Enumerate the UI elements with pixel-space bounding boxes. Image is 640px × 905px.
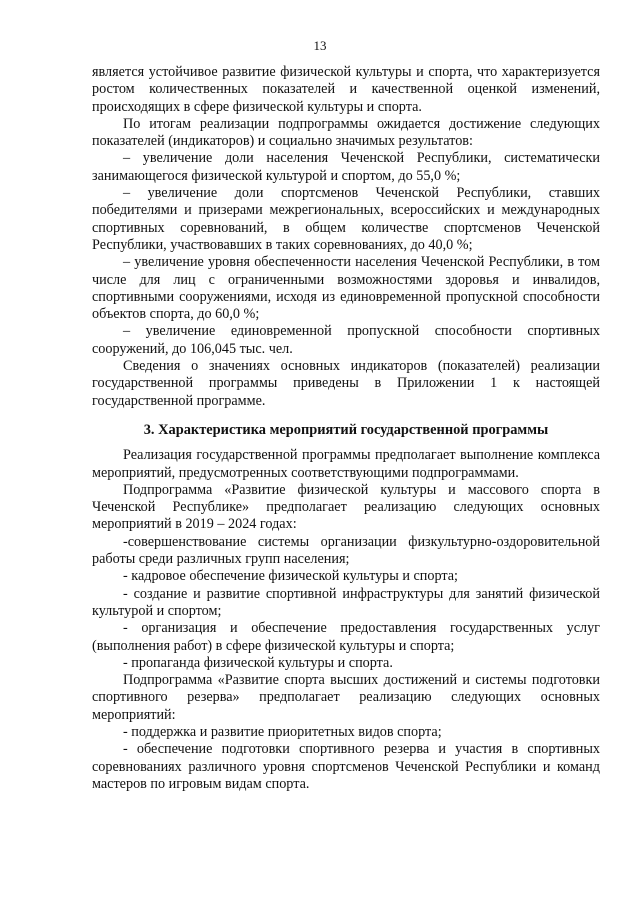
- list-item: -совершенствование системы организации физкультурно-оздоровительной работы среди различных групп населения;: [92, 533, 600, 568]
- list-item: – увеличение доли населения Чеченской Республики, систематически занимающегося физической культурой и спортом, до 55,0 %;: [92, 150, 600, 184]
- paragraph: Реализация государственной программы предполагает выполнение комплекса мероприятий, предусмотренных соответствующими подпрограммами.: [92, 447, 600, 481]
- list-item: - поддержка и развитие приоритетных видов спорта;: [123, 723, 442, 740]
- document-body: [92, 64, 600, 793]
- list-item: - организация и обеспечение предоставления государственных услуг (выполнения работ) в сфере физической культуры и спорта;: [92, 620, 600, 654]
- list-item: - обеспечение подготовки спортивного резерва и участия в спортивных соревнованиях различного уровня спортсменов Чеченской Республики и команд мастеров по игровым видам спорта.: [92, 741, 600, 792]
- list-item: - создание и развитие спортивной инфраструктуры для занятий физической культурой и спортом;: [92, 585, 600, 619]
- list-item: – увеличение единовременной пропускной способности спортивных сооружений, до 106,045 тыс. чел.: [92, 323, 600, 357]
- paragraph: По итогам реализации подпрограммы ожидается достижение следующих показателей (индикаторов) и социально значимых результатов:: [92, 115, 600, 150]
- paragraph: Подпрограмма «Развитие физической культуры и массового спорта в Чеченской Республике» предполагает реализацию следующих основных мероприятий в 2019 – 2024 годах:: [92, 481, 600, 533]
- paragraph: Подпрограмма «Развитие спорта высших достижений и системы подготовки спортивного резерва» предполагает реализацию следующих основных мероприятий:: [92, 672, 600, 723]
- list-item: - кадровое обеспечение физической культуры и спорта;: [123, 568, 458, 585]
- list-item: – увеличение доли спортсменов Чеченской Республики, ставших победителями и призерами межрегиональных, всероссийских и международных спортивных соревнований, в общем количестве спортсменов Чеченской Республики, участвовавших в таких соревнованиях, до 40,0 %;: [92, 185, 600, 253]
- list-item: - пропаганда физической культуры и спорта.: [123, 654, 393, 671]
- section-heading: 3. Характеристика мероприятий государственной программы: [143, 421, 549, 438]
- paragraph: является устойчивое развитие физической культуры и спорта, что характеризуется ростом количественных показателей и качественной оценкой изменений, происходящих в сфере физической культуры и спорта.: [92, 64, 600, 115]
- list-item: – увеличение уровня обеспеченности населения Чеченской Республики, в том числе для лиц с ограниченными возможностями здоровья и инвалидов, спортивными сооружениями, исходя из единовременной пропускной способности объектов спорта, до 60,0 %;: [92, 254, 600, 323]
- paragraph: Сведения о значениях основных индикаторов (показателей) реализации государственной программы приведены в Приложении 1 к настоящей государственной программе.: [92, 358, 600, 409]
- page-number: 13: [313, 38, 327, 53]
